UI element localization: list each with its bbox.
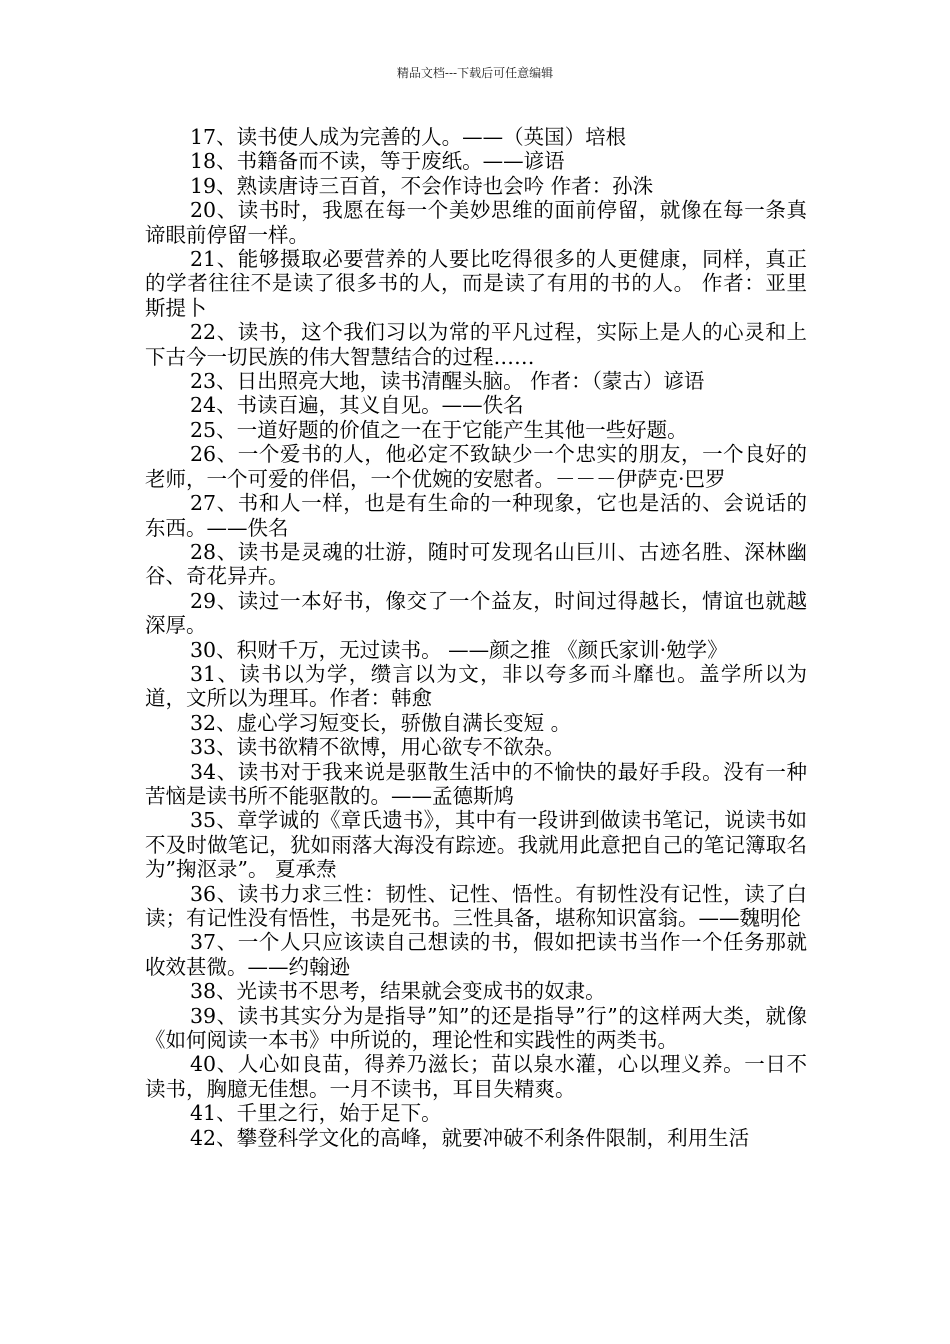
quote-paragraph: 33、读书欲精不欲博，用心欲专不欲杂。 xyxy=(190,735,565,760)
quote-paragraph: 38、光读书不思考，结果就会变成书的奴隶。 xyxy=(190,979,606,1004)
quote-paragraph: 24、书读百遍，其义自见。——佚名 xyxy=(190,393,524,418)
quote-paragraph: 20、读书时，我愿在每一个美妙思维的面前停留，就像在每一条真谛眼前停留一样。 xyxy=(145,198,807,247)
quote-paragraph: 41、千里之行，始于足下。 xyxy=(190,1101,442,1126)
quote-paragraph: 31、读书以为学，缵言以为文，非以夸多而斗靡也。盖学所以为道，文所以为理耳。作者：韩愈 xyxy=(145,661,807,711)
quote-paragraph: 40、人心如良苗，得养乃滋长；苗以泉水灌，心以理义养。一日不读书，胸臆无佳想。一月不读书，耳目失精爽。 xyxy=(145,1052,807,1101)
quote-paragraph: 30、积财千万，无过读书。 ——颜之推 《颜氏家训·勉学》 xyxy=(190,637,728,662)
quote-paragraph: 35、章学诚的《章氏遗书》，其中有一段讲到做读书笔记，说读书如不及时做笔记，犹如雨落大海没有踪迹。我就用此意把自己的笔记簿取名为”掬沤录”。 夏承焘 xyxy=(145,808,807,882)
quote-paragraph: 18、书籍备而不读，等于废纸。——谚语 xyxy=(190,149,565,174)
page-header: 精品文档---下载后可任意编辑 xyxy=(396,66,554,80)
quote-paragraph: 22、读书，这个我们习以为常的平凡过程，实际上是人的心灵和上下古今一切民族的伟大智慧结合的过程…… xyxy=(145,320,807,369)
quote-paragraph: 17、读书使人成为完善的人。——（英国）培根 xyxy=(190,125,627,149)
quote-paragraph: 25、一道好题的价值之一在于它能产生其他一些好题。 xyxy=(190,417,688,442)
quote-paragraph: 27、书和人一样，也是有生命的一种现象，它也是活的、会说话的东西。——佚名 xyxy=(145,491,807,540)
quote-paragraph: 29、读过一本好书，像交了一个益友，时间过得越长，情谊也就越深厚。 xyxy=(145,588,807,638)
quote-paragraph: 32、虚心学习短变长，骄傲自满长变短 。 xyxy=(190,710,572,735)
quote-paragraph: 21、能够摄取必要营养的人要比吃得很多的人更健康，同样，真正的学者往往不是读了很多书的人，而是读了有用的书的人。 作者：亚里斯提卜 xyxy=(145,247,807,320)
quote-paragraph: 23、日出照亮大地，读书清醒头脑。 作者：（蒙古）谚语 xyxy=(190,369,705,394)
document-body xyxy=(145,125,807,1150)
quote-paragraph: 39、读书其实分为是指导”知”的还是指导”行”的这样两大类，就像《如何阅读一本书》中所说的，理论性和实践性的两类书。 xyxy=(145,1003,807,1053)
quote-paragraph: 37、一个人只应该读自己想读的书，假如把读书当作一个任务那就收效甚微。——约翰逊 xyxy=(145,930,807,979)
quote-paragraph: 26、一个爱书的人，他必定不致缺少一个忠实的朋友，一个良好的老师，一个可爱的伴侣，一个优婉的安慰者。－－－伊萨克·巴罗 xyxy=(145,442,807,491)
quote-paragraph: 42、攀登科学文化的高峰，就要冲破不利条件限制，利用生活 xyxy=(190,1125,750,1150)
quote-paragraph: 36、读书力求三性：韧性、记性、悟性。有韧性没有记性，读了白读；有记性没有悟性，书是死书。三性具备，堪称知识富翁。——魏明伦 xyxy=(145,881,807,930)
quote-paragraph: 34、读书对于我来说是驱散生活中的不愉快的最好手段。没有一种苦恼是读书所不能驱散的。——孟德斯鸠 xyxy=(145,759,807,808)
quote-paragraph: 28、读书是灵魂的壮游，随时可发现名山巨川、古迹名胜、深林幽谷、奇花异卉。 xyxy=(145,539,807,589)
quote-paragraph: 19、熟读唐诗三百首，不会作诗也会吟 作者：孙洙 xyxy=(190,173,654,198)
